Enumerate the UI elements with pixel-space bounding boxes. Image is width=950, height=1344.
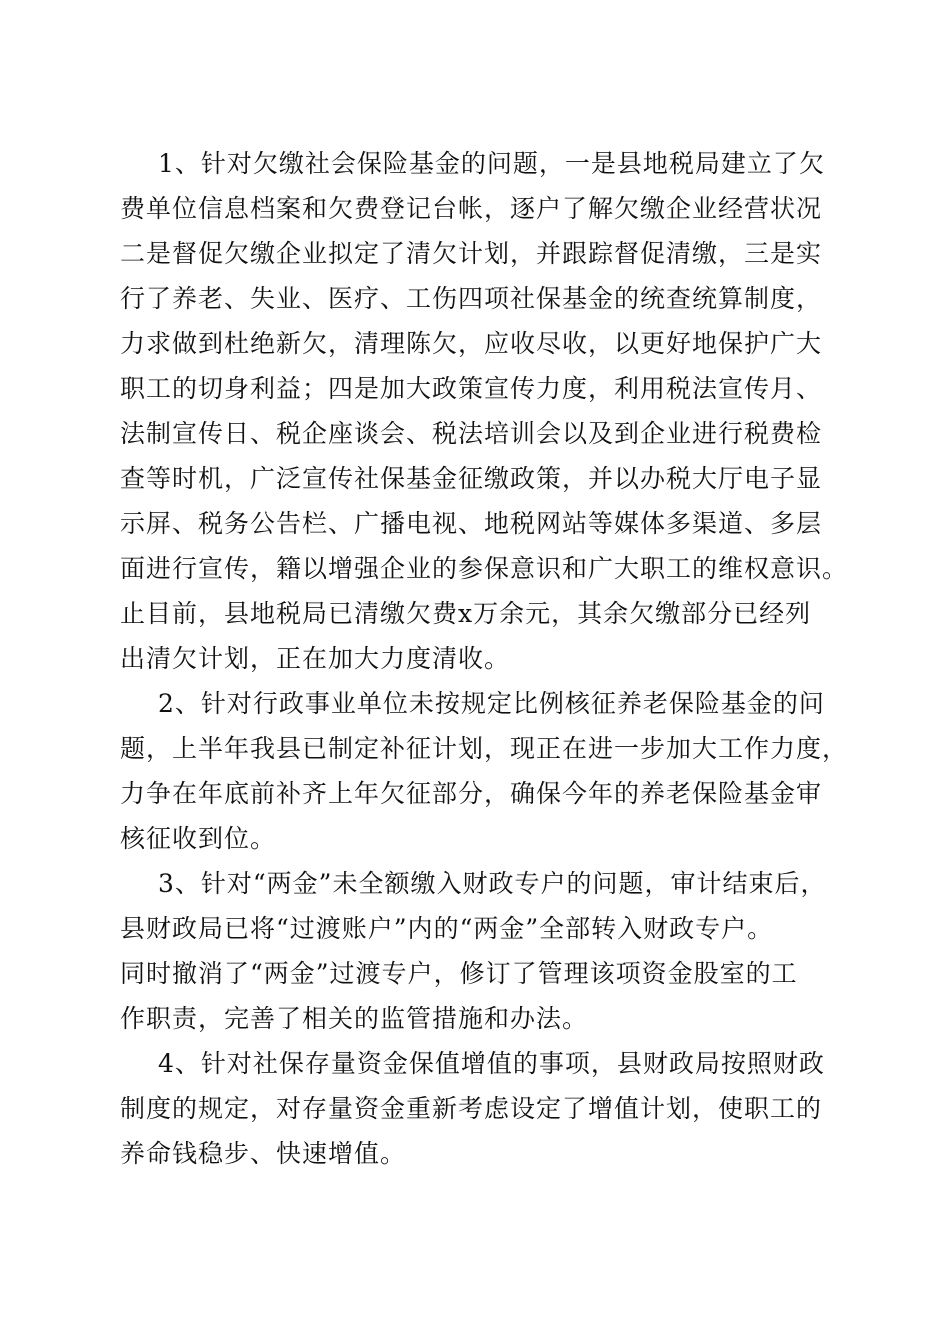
text-line: 职工的切身利益；四是加大政策宣传力度，利用税法宣传月、 <box>120 374 823 403</box>
text-line: 力求做到杜绝新欠，清理陈欠，应收尽收，以更好地保护广大 <box>120 329 823 358</box>
text-line: 止目前，县地税局已清缴欠费x万余元，其余欠缴部分已经列 <box>120 599 812 628</box>
text-line: 示屏、税务公告栏、广播电视、地税网站等媒体多渠道、多层 <box>120 509 823 538</box>
text-line: 核征收到位。 <box>120 824 277 853</box>
text-line: 作职责，完善了相关的监管措施和办法。 <box>120 1004 589 1033</box>
text-line: 同时撤消了“两金”过渡专户，修订了管理该项资金股室的工 <box>120 959 798 988</box>
text-line: 4、针对社保存量资金保值增值的事项，县财政局按照财政 <box>158 1049 825 1078</box>
text-line: 查等时机，广泛宣传社保基金征缴政策，并以办税大厅电子显 <box>120 464 823 493</box>
text-line: 养命钱稳步、快速增值。 <box>120 1139 407 1168</box>
text-line: 2、针对行政事业单位未按规定比例核征养老保险基金的问 <box>158 689 825 718</box>
text-line: 法制宣传日、税企座谈会、税法培训会以及到企业进行税费检 <box>120 419 823 448</box>
text-line: 行了养老、失业、医疗、工伤四项社保基金的统查统算制度， <box>120 284 823 313</box>
text-line: 县财政局已将“过渡账户”内的“两金”全部转入财政专户。 <box>120 914 774 943</box>
text-line: 3、针对“两金”未全额缴入财政专户的问题，审计结束后， <box>158 869 827 898</box>
text-line: 面进行宣传，籍以增强企业的参保意识和广大职工的维权意识。 <box>120 554 849 583</box>
text-line: 二是督促欠缴企业拟定了清欠计划，并跟踪督促清缴，三是实 <box>120 239 823 268</box>
text-line: 题，上半年我县已制定补征计划，现正在进一步加大工作力度， <box>120 734 849 763</box>
text-line: 1、针对欠缴社会保险基金的问题，一是县地税局建立了欠 <box>158 149 825 178</box>
text-line: 力争在年底前补齐上年欠征部分，确保今年的养老保险基金审 <box>120 779 823 808</box>
text-line: 费单位信息档案和欠费登记台帐，逐户了解欠缴企业经营状况 <box>120 194 823 223</box>
text-line: 出清欠计划，正在加大力度清收。 <box>120 644 511 673</box>
text-line: 制度的规定，对存量资金重新考虑设定了增值计划，使职工的 <box>120 1094 823 1123</box>
